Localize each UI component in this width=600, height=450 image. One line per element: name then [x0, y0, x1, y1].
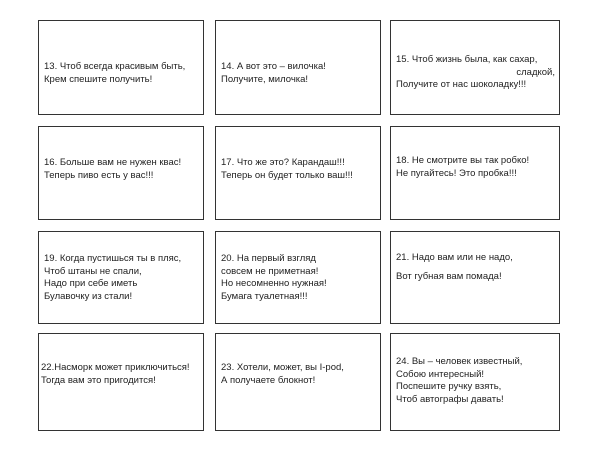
card-15	[390, 20, 560, 115]
card-14	[215, 20, 381, 115]
card-13	[38, 20, 204, 115]
card-20	[215, 231, 381, 324]
card-21-line-1: 21. Надо вам или не надо,	[396, 252, 513, 263]
card-24	[390, 333, 560, 431]
card-21	[390, 231, 560, 324]
card-23-line-1: 23. Хотели, может, вы I-pod,	[221, 362, 344, 373]
card-17-line-1: 17. Что же это? Карандаш!!!	[221, 157, 345, 168]
card-20-line-2: совсем не приметная!	[221, 265, 319, 277]
card-15-line-3: Получите от нас шоколадку!!!	[396, 79, 527, 90]
card-24-line-4: Чтоб автографы давать!	[396, 393, 504, 405]
card-20-line-4: Бумага туалетная!!!	[221, 290, 308, 302]
card-15-line-1: 15. Чтоб жизнь была, как сахар,	[396, 54, 538, 65]
card-18-line-1: 18. Не смотрите вы так робко!	[396, 155, 530, 166]
card-13-line-1: 13. Чтоб всегда красивым быть,	[44, 61, 186, 72]
card-20-line-1: 20. На первый взгляд	[221, 253, 316, 264]
card-16-line-1: 16. Больше вам не нужен квас!	[44, 157, 182, 168]
card-24-line-3: Поспешите ручку взять,	[396, 381, 502, 392]
card-17-line-2: Теперь он будет только ваш!!!	[221, 169, 353, 181]
card-19-line-1: 19. Когда пустишься ты в пляс,	[44, 253, 182, 264]
card-22	[38, 333, 204, 431]
card-20-line-3: Но несомненно нужная!	[221, 278, 327, 289]
card-19-line-3: Надо при себе иметь	[44, 278, 138, 289]
card-14-line-1: 14. А вот это – вилочка!	[221, 61, 326, 72]
card-16	[38, 126, 204, 220]
card-14-line-2: Получите, милочка!	[221, 73, 309, 85]
card-19-line-2: Чтоб штаны не спали,	[44, 265, 142, 277]
card-18	[390, 126, 560, 220]
card-16-line-2: Теперь пиво есть у вас!!!	[44, 169, 154, 181]
card-19-line-4: Булавочку из стали!	[44, 290, 133, 302]
card-23	[215, 333, 381, 431]
card-15-line-2: сладкой,	[516, 66, 555, 78]
card-17	[215, 126, 381, 220]
card-13-line-2: Крем спешите получить!	[44, 73, 153, 85]
card-24-line-1: 24. Вы – человек известный,	[396, 356, 523, 367]
card-21-line-2: Вот губная вам помада!	[396, 270, 502, 282]
card-22-line-2: Тогда вам это пригодится!	[41, 374, 156, 386]
card-24-line-2: Собою интересный!	[396, 368, 485, 380]
card-19	[38, 231, 204, 324]
card-22-line-1: 22.Насморк может приключиться!	[41, 362, 190, 373]
card-23-line-2: А получаете блокнот!	[221, 374, 316, 386]
card-18-line-2: Не пугайтесь! Это пробка!!!	[396, 167, 517, 179]
